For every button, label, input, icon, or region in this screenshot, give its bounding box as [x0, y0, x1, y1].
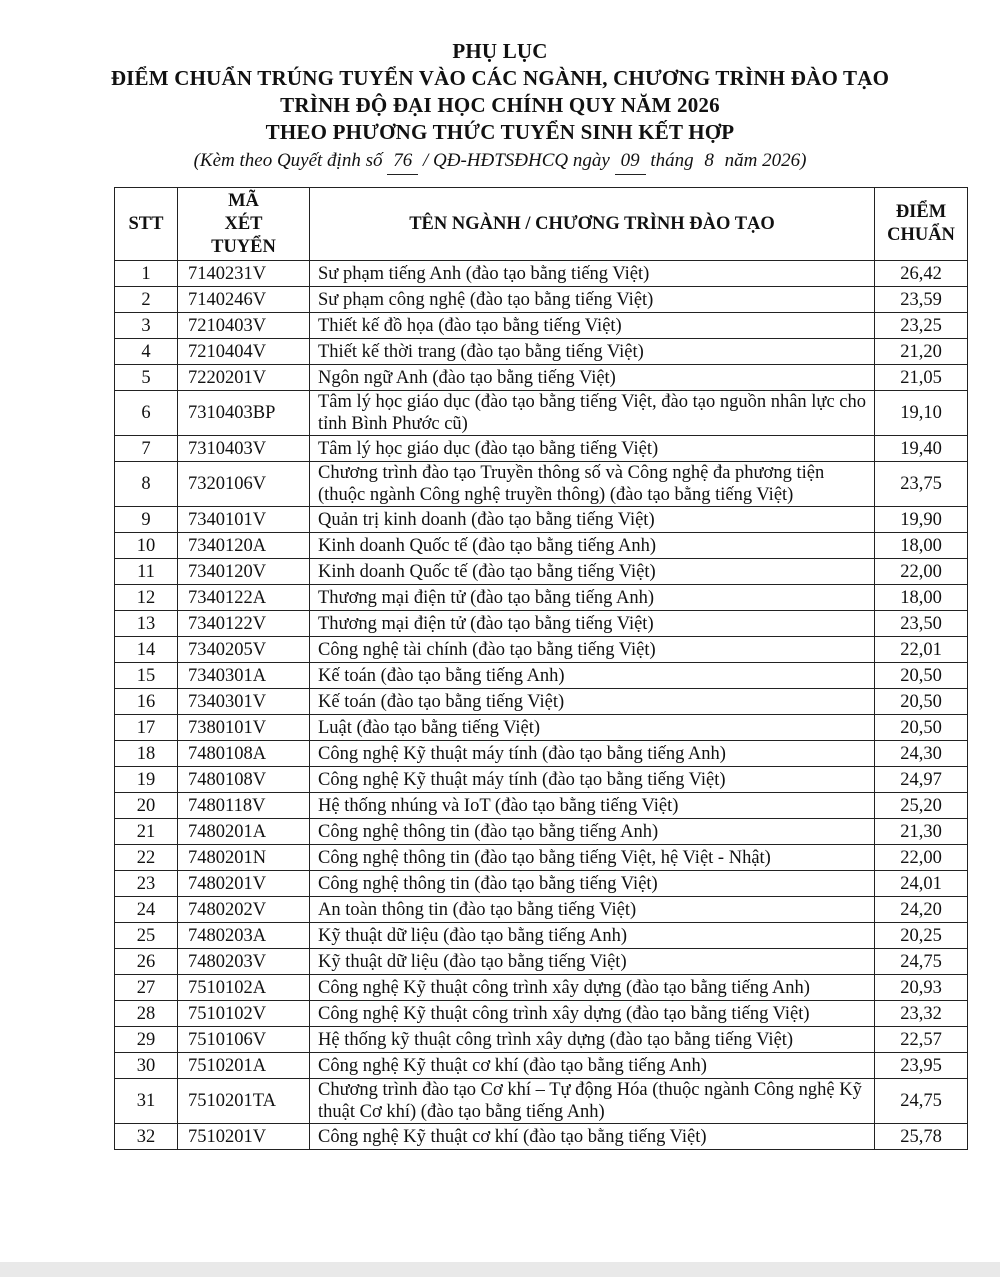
row-code: 7380101V [178, 715, 310, 741]
row-code: 7210403V [178, 313, 310, 339]
heading-line-1: ĐIỂM CHUẨN TRÚNG TUYỂN VÀO CÁC NGÀNH, CHƯƠNG TRÌNH ĐÀO TẠO [110, 66, 890, 90]
table-row [115, 767, 968, 793]
table-row [115, 611, 968, 637]
row-code: 7140231V [178, 261, 310, 287]
row-name: Công nghệ Kỹ thuật cơ khí (đào tạo bằng tiếng Việt) [310, 1124, 875, 1150]
table-row [115, 897, 968, 923]
row-stt: 27 [115, 975, 178, 1001]
row-stt: 12 [115, 585, 178, 611]
row-score: 22,57 [875, 1027, 968, 1053]
row-stt: 9 [115, 507, 178, 533]
row-stt: 32 [115, 1124, 178, 1150]
month-label: tháng [650, 150, 694, 171]
table-row [115, 1079, 968, 1124]
decision-year: năm 2026) [724, 150, 807, 171]
row-code: 7210404V [178, 339, 310, 365]
decision-reference [0, 148, 1000, 175]
table-row [115, 1001, 968, 1027]
table-row [115, 559, 968, 585]
row-score: 24,75 [875, 949, 968, 975]
row-score: 22,00 [875, 559, 968, 585]
row-stt: 31 [115, 1079, 178, 1124]
row-score: 22,00 [875, 845, 968, 871]
row-score: 20,93 [875, 975, 968, 1001]
row-score: 24,97 [875, 767, 968, 793]
heading-line-2: TRÌNH ĐỘ ĐẠI HỌC CHÍNH QUY NĂM 2026 [280, 93, 720, 117]
table-row [115, 689, 968, 715]
row-code: 7340301A [178, 663, 310, 689]
row-score: 21,05 [875, 365, 968, 391]
row-name: Thương mại điện tử (đào tạo bằng tiếng Việt) [310, 611, 875, 637]
ref-prefix: (Kèm theo Quyết định số [193, 150, 383, 171]
row-code: 7340120V [178, 559, 310, 585]
row-code: 7340301V [178, 689, 310, 715]
row-stt: 7 [115, 436, 178, 462]
row-code: 7310403BP [178, 391, 310, 436]
row-name: An toàn thông tin (đào tạo bằng tiếng Việt) [310, 897, 875, 923]
table-row [115, 741, 968, 767]
row-stt: 29 [115, 1027, 178, 1053]
row-code: 7510201A [178, 1053, 310, 1079]
row-code: 7510201V [178, 1124, 310, 1150]
row-stt: 15 [115, 663, 178, 689]
row-name: Công nghệ Kỹ thuật máy tính (đào tạo bằng tiếng Việt) [310, 767, 875, 793]
row-stt: 28 [115, 1001, 178, 1027]
row-code: 7480201A [178, 819, 310, 845]
row-score: 19,90 [875, 507, 968, 533]
row-score: 20,25 [875, 923, 968, 949]
table-row [115, 462, 968, 507]
row-code: 7480108A [178, 741, 310, 767]
row-stt: 25 [115, 923, 178, 949]
table-row [115, 715, 968, 741]
row-code: 7480201N [178, 845, 310, 871]
table-row [115, 313, 968, 339]
row-score: 21,30 [875, 819, 968, 845]
table-header-row [115, 188, 968, 261]
column-header-score: ĐIỂM CHUẨN [875, 188, 968, 261]
row-code: 7510102V [178, 1001, 310, 1027]
row-score: 25,20 [875, 793, 968, 819]
table-row [115, 923, 968, 949]
page-bottom-edge [0, 1262, 1000, 1277]
row-stt: 23 [115, 871, 178, 897]
table-row [115, 637, 968, 663]
ref-middle: / QĐ-HĐTSĐHCQ ngày [422, 150, 610, 171]
row-code: 7340101V [178, 507, 310, 533]
row-stt: 11 [115, 559, 178, 585]
row-score: 26,42 [875, 261, 968, 287]
row-code: 7510106V [178, 1027, 310, 1053]
row-name: Công nghệ thông tin (đào tạo bằng tiếng Anh) [310, 819, 875, 845]
table-row [115, 793, 968, 819]
table-row [115, 1053, 968, 1079]
row-name: Kế toán (đào tạo bằng tiếng Anh) [310, 663, 875, 689]
row-name: Kỹ thuật dữ liệu (đào tạo bằng tiếng Việt) [310, 949, 875, 975]
row-name: Công nghệ tài chính (đào tạo bằng tiếng Việt) [310, 637, 875, 663]
row-name: Luật (đào tạo bằng tiếng Việt) [310, 715, 875, 741]
heading-line-3: THEO PHƯƠNG THỨC TUYỂN SINH KẾT HỢP [265, 120, 735, 144]
row-code: 7480108V [178, 767, 310, 793]
row-name: Tâm lý học giáo dục (đào tạo bằng tiếng Việt) [310, 436, 875, 462]
row-name: Công nghệ Kỹ thuật công trình xây dựng (đào tạo bằng tiếng Anh) [310, 975, 875, 1001]
table-row [115, 949, 968, 975]
admission-scores-table [114, 187, 968, 1150]
row-name: Hệ thống nhúng và IoT (đào tạo bằng tiếng Việt) [310, 793, 875, 819]
table-row [115, 871, 968, 897]
table-row [115, 975, 968, 1001]
document-header [0, 38, 1000, 175]
table-row [115, 1027, 968, 1053]
row-name: Ngôn ngữ Anh (đào tạo bằng tiếng Việt) [310, 365, 875, 391]
row-stt: 1 [115, 261, 178, 287]
row-code: 7510102A [178, 975, 310, 1001]
row-code: 7480203A [178, 923, 310, 949]
row-code: 7340122A [178, 585, 310, 611]
row-score: 20,50 [875, 663, 968, 689]
table-row [115, 585, 968, 611]
table-row [115, 819, 968, 845]
row-stt: 17 [115, 715, 178, 741]
row-stt: 3 [115, 313, 178, 339]
row-score: 20,50 [875, 689, 968, 715]
row-code: 7220201V [178, 365, 310, 391]
column-header-stt: STT [115, 188, 178, 261]
row-stt: 16 [115, 689, 178, 715]
row-score: 23,95 [875, 1053, 968, 1079]
row-code: 7480202V [178, 897, 310, 923]
row-score: 24,01 [875, 871, 968, 897]
row-name: Sư phạm tiếng Anh (đào tạo bằng tiếng Việt) [310, 261, 875, 287]
row-code: 7320106V [178, 462, 310, 507]
row-score: 22,01 [875, 637, 968, 663]
row-code: 7480201V [178, 871, 310, 897]
table-row [115, 339, 968, 365]
column-header-name: TÊN NGÀNH / CHƯƠNG TRÌNH ĐÀO TẠO [310, 188, 875, 261]
row-score: 20,50 [875, 715, 968, 741]
row-name: Thiết kế thời trang (đào tạo bằng tiếng Việt) [310, 339, 875, 365]
row-score: 19,40 [875, 436, 968, 462]
row-stt: 4 [115, 339, 178, 365]
row-name: Kỹ thuật dữ liệu (đào tạo bằng tiếng Anh) [310, 923, 875, 949]
row-name: Sư phạm công nghệ (đào tạo bằng tiếng Việt) [310, 287, 875, 313]
row-stt: 18 [115, 741, 178, 767]
row-code: 7510201TA [178, 1079, 310, 1124]
row-name: Quản trị kinh doanh (đào tạo bằng tiếng Việt) [310, 507, 875, 533]
row-stt: 8 [115, 462, 178, 507]
row-stt: 26 [115, 949, 178, 975]
row-stt: 22 [115, 845, 178, 871]
row-score: 19,10 [875, 391, 968, 436]
row-code: 7480118V [178, 793, 310, 819]
row-stt: 30 [115, 1053, 178, 1079]
row-stt: 14 [115, 637, 178, 663]
row-score: 24,30 [875, 741, 968, 767]
row-code: 7310403V [178, 436, 310, 462]
row-score: 24,20 [875, 897, 968, 923]
row-code: 7340205V [178, 637, 310, 663]
table-row [115, 663, 968, 689]
row-score: 23,50 [875, 611, 968, 637]
row-stt: 19 [115, 767, 178, 793]
row-stt: 24 [115, 897, 178, 923]
row-name: Chương trình đào tạo Truyền thông số và Công nghệ đa phương tiện (thuộc ngành Công nghệ truyền thông) (đào tạo bằng tiếng Việt) [310, 462, 875, 507]
table-row [115, 365, 968, 391]
row-name: Kế toán (đào tạo bằng tiếng Việt) [310, 689, 875, 715]
column-header-code: MÃ XÉT TUYỂN [178, 188, 310, 261]
row-name: Thương mại điện tử (đào tạo bằng tiếng Anh) [310, 585, 875, 611]
row-name: Công nghệ thông tin (đào tạo bằng tiếng Việt, hệ Việt - Nhật) [310, 845, 875, 871]
row-stt: 2 [115, 287, 178, 313]
row-name: Hệ thống kỹ thuật công trình xây dựng (đào tạo bằng tiếng Việt) [310, 1027, 875, 1053]
row-code: 7140246V [178, 287, 310, 313]
table-row [115, 261, 968, 287]
table-row [115, 287, 968, 313]
decision-day: 09 [615, 148, 646, 175]
row-stt: 6 [115, 391, 178, 436]
table-row [115, 845, 968, 871]
row-stt: 21 [115, 819, 178, 845]
row-score: 23,32 [875, 1001, 968, 1027]
row-score: 23,75 [875, 462, 968, 507]
row-code: 7340120A [178, 533, 310, 559]
table-row [115, 391, 968, 436]
row-name: Thiết kế đồ họa (đào tạo bằng tiếng Việt) [310, 313, 875, 339]
row-stt: 20 [115, 793, 178, 819]
row-score: 23,25 [875, 313, 968, 339]
row-name: Công nghệ thông tin (đào tạo bằng tiếng Việt) [310, 871, 875, 897]
decision-number: 76 [387, 148, 418, 175]
row-score: 23,59 [875, 287, 968, 313]
row-name: Kinh doanh Quốc tế (đào tạo bằng tiếng Anh) [310, 533, 875, 559]
row-name: Công nghệ Kỹ thuật công trình xây dựng (đào tạo bằng tiếng Việt) [310, 1001, 875, 1027]
row-score: 24,75 [875, 1079, 968, 1124]
row-stt: 10 [115, 533, 178, 559]
row-score: 18,00 [875, 533, 968, 559]
row-name: Chương trình đào tạo Cơ khí – Tự động Hóa (thuộc ngành Công nghệ Kỹ thuật Cơ khí) (đào tạo bằng tiếng Anh) [310, 1079, 875, 1124]
appendix-title: PHỤ LỤC [452, 39, 548, 63]
table-row [115, 436, 968, 462]
row-name: Kinh doanh Quốc tế (đào tạo bằng tiếng Việt) [310, 559, 875, 585]
row-name: Tâm lý học giáo dục (đào tạo bằng tiếng Việt, đào tạo nguồn nhân lực cho tỉnh Bình Phước cũ) [310, 391, 875, 436]
row-stt: 13 [115, 611, 178, 637]
table-row [115, 1124, 968, 1150]
row-code: 7480203V [178, 949, 310, 975]
table-body [115, 261, 968, 1150]
row-name: Công nghệ Kỹ thuật máy tính (đào tạo bằng tiếng Anh) [310, 741, 875, 767]
table-row [115, 507, 968, 533]
row-code: 7340122V [178, 611, 310, 637]
row-score: 25,78 [875, 1124, 968, 1150]
row-score: 18,00 [875, 585, 968, 611]
decision-month: 8 [704, 150, 714, 171]
row-name: Công nghệ Kỹ thuật cơ khí (đào tạo bằng tiếng Anh) [310, 1053, 875, 1079]
row-score: 21,20 [875, 339, 968, 365]
row-stt: 5 [115, 365, 178, 391]
table-row [115, 533, 968, 559]
